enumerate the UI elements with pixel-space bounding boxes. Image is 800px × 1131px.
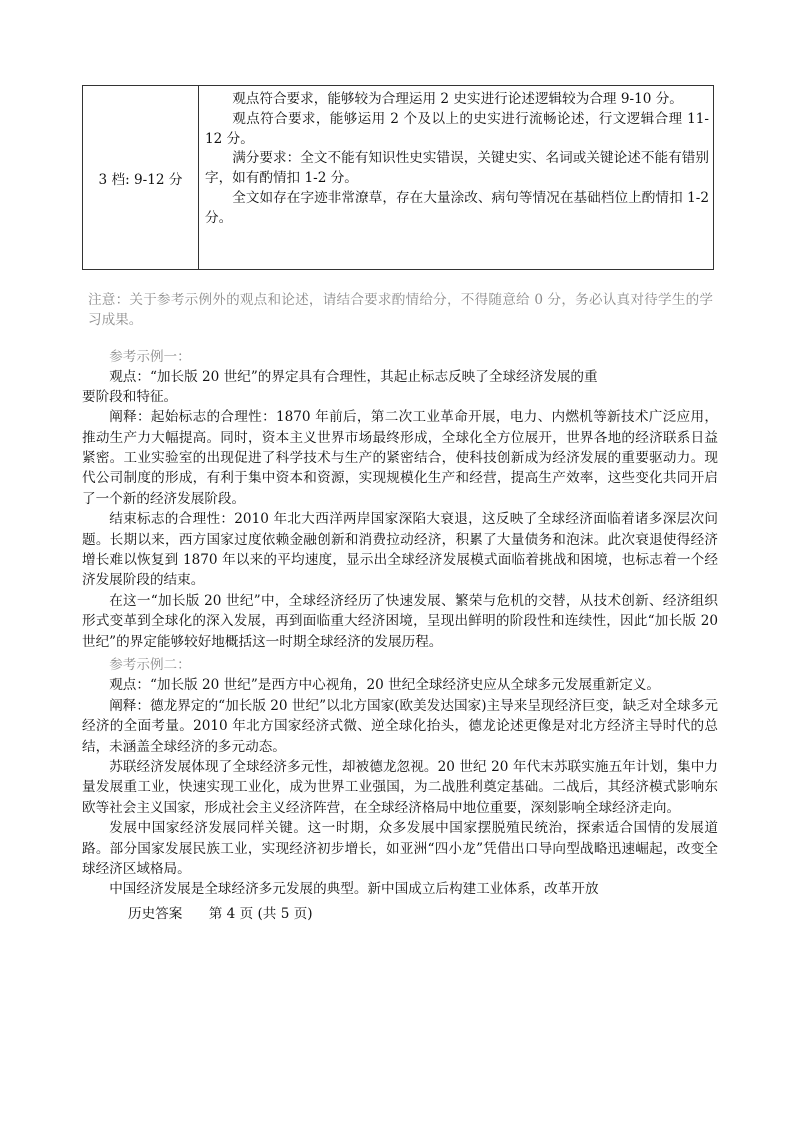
criterion: 全文如存在字迹非常潦草，存在大量涂改、病句等情况在基础档位上酌情扣 1-2 分。 <box>205 189 709 226</box>
example-one-title: 参考示例一： <box>109 349 191 365</box>
paragraph: 观点：“加长版 20 世纪”是西方中心视角，20 世纪全球经济史应从全球多元发展重新定义。 <box>109 677 661 694</box>
viewpoint-line: 要阶段和特征。 <box>82 388 178 405</box>
paragraph: 结束标志的合理性：2010 年北大西洋两岸国家深陷大衰退，这反映了全球经济面临着诸多深层次问题。长期以来，西方国家过度依赖金融创新和消费拉动经济，积累了大量债务和泡沫。此次衰退使得经济增长难以恢复到 1870 年以来的平均速度，显示出全球经济发展模式面临着挑战和困境，也标志着一个经济发展阶段的结束。 <box>82 511 718 589</box>
criteria-cell <box>199 86 713 269</box>
criterion: 满分要求：全文不能有知识性史实错误，关键史实、名词或关键论述不能有错别字，如有酌情扣 1-2 分。 <box>205 150 709 187</box>
criterion: 观点符合要求，能够运用 2 个及以上的史实进行流畅论述，行文逻辑合理 11-12 分。 <box>205 110 709 147</box>
viewpoint <box>82 367 718 387</box>
viewpoint-line: 观点：“加长版 20 世纪”的界定具有合理性，其起止标志反映了全球经济发展的重 <box>109 369 598 386</box>
level-label: 3 档: 9-12 分 <box>98 171 183 188</box>
criterion: 观点符合要求，能够较为合理运用 2 史实进行论述逻辑较为合理 9-10 分。 <box>232 91 683 107</box>
footer-page-number: 第 4 页 (共 5 页) <box>208 906 313 922</box>
grading-note: 注意：关于参考示例外的观点和论述，请结合要求酌情给分，不得随意给 0 分，务必认真对待学生的学习成果。 <box>88 292 713 328</box>
paragraph: 阐释：德龙界定的“加长版 20 世纪”以北方国家(欧美发达国家)主导来呈现经济巨变，缺乏对全球多元经济的全面考量。2010 年北方国家经济式微、逆全球化抬头，德龙论述更像是对北方经济主导时代的总结，未涵盖全球经济的多元动态。 <box>82 697 718 755</box>
scoring-table <box>82 85 714 270</box>
paragraph: 苏联经济发展体现了全球经济多元性，却被德龙忽视。20 世纪 20 年代末苏联实施五年计划，集中力量发展重工业，快速实现工业化，成为世界工业强国，为二战胜利奠定基础。二战后，其经济模式影响东欧等社会主义国家，形成社会主义经济阵营，在全球经济格局中地位重要，深刻影响全球经济走向。 <box>82 759 718 816</box>
example-two <box>82 655 718 900</box>
paragraph: 发展中国家经济发展同样关键。这一时期，众多发展中国家摆脱殖民统治，探索适合国情的发展道路。部分国家发展民族工业，实现经济初步增长，如亚洲“四小龙”凭借出口导向型战略迅速崛起，改变全球经济区域格局。 <box>82 820 718 878</box>
paragraph: 在这一“加长版 20 世纪”中，全球经济经历了快速发展、繁荣与危机的交替，从技术创新、经济组织形式变革到全球化的深入发展，再到面临重大经济困境，呈现出鲜明的阶段性和连续性，因此“加长版 20 世纪”的界定能够较好地概括这一时期全球经济的发展历程。 <box>82 592 718 650</box>
example-two-title: 参考示例二： <box>109 657 191 673</box>
paragraph: 中国经济发展是全球经济多元发展的典型。新中国成立后构建工业体系，改革开放 <box>109 881 599 898</box>
footer-subject: 历史答案 <box>128 906 183 922</box>
page-footer <box>128 902 335 922</box>
paragraph: 阐释：起始标志的合理性：1870 年前后，第二次工业革命开展，电力、内燃机等新技术广泛应用，推动生产力大幅提高。同时，资本主义世界市场最终形成，全球化全方位展开，世界各地的经济联系日益紧密。工业实验室的出现促进了科学技术与生产的紧密结合，使科技创新成为经济发展的重要驱动力。现代公司制度的形成，有利于集中资本和资源，实现规模化生产和经营，提高生产效率，这些变化共同开启了一个新的经济发展阶段。 <box>82 409 718 507</box>
level-cell <box>83 86 199 269</box>
example-one <box>82 347 718 652</box>
